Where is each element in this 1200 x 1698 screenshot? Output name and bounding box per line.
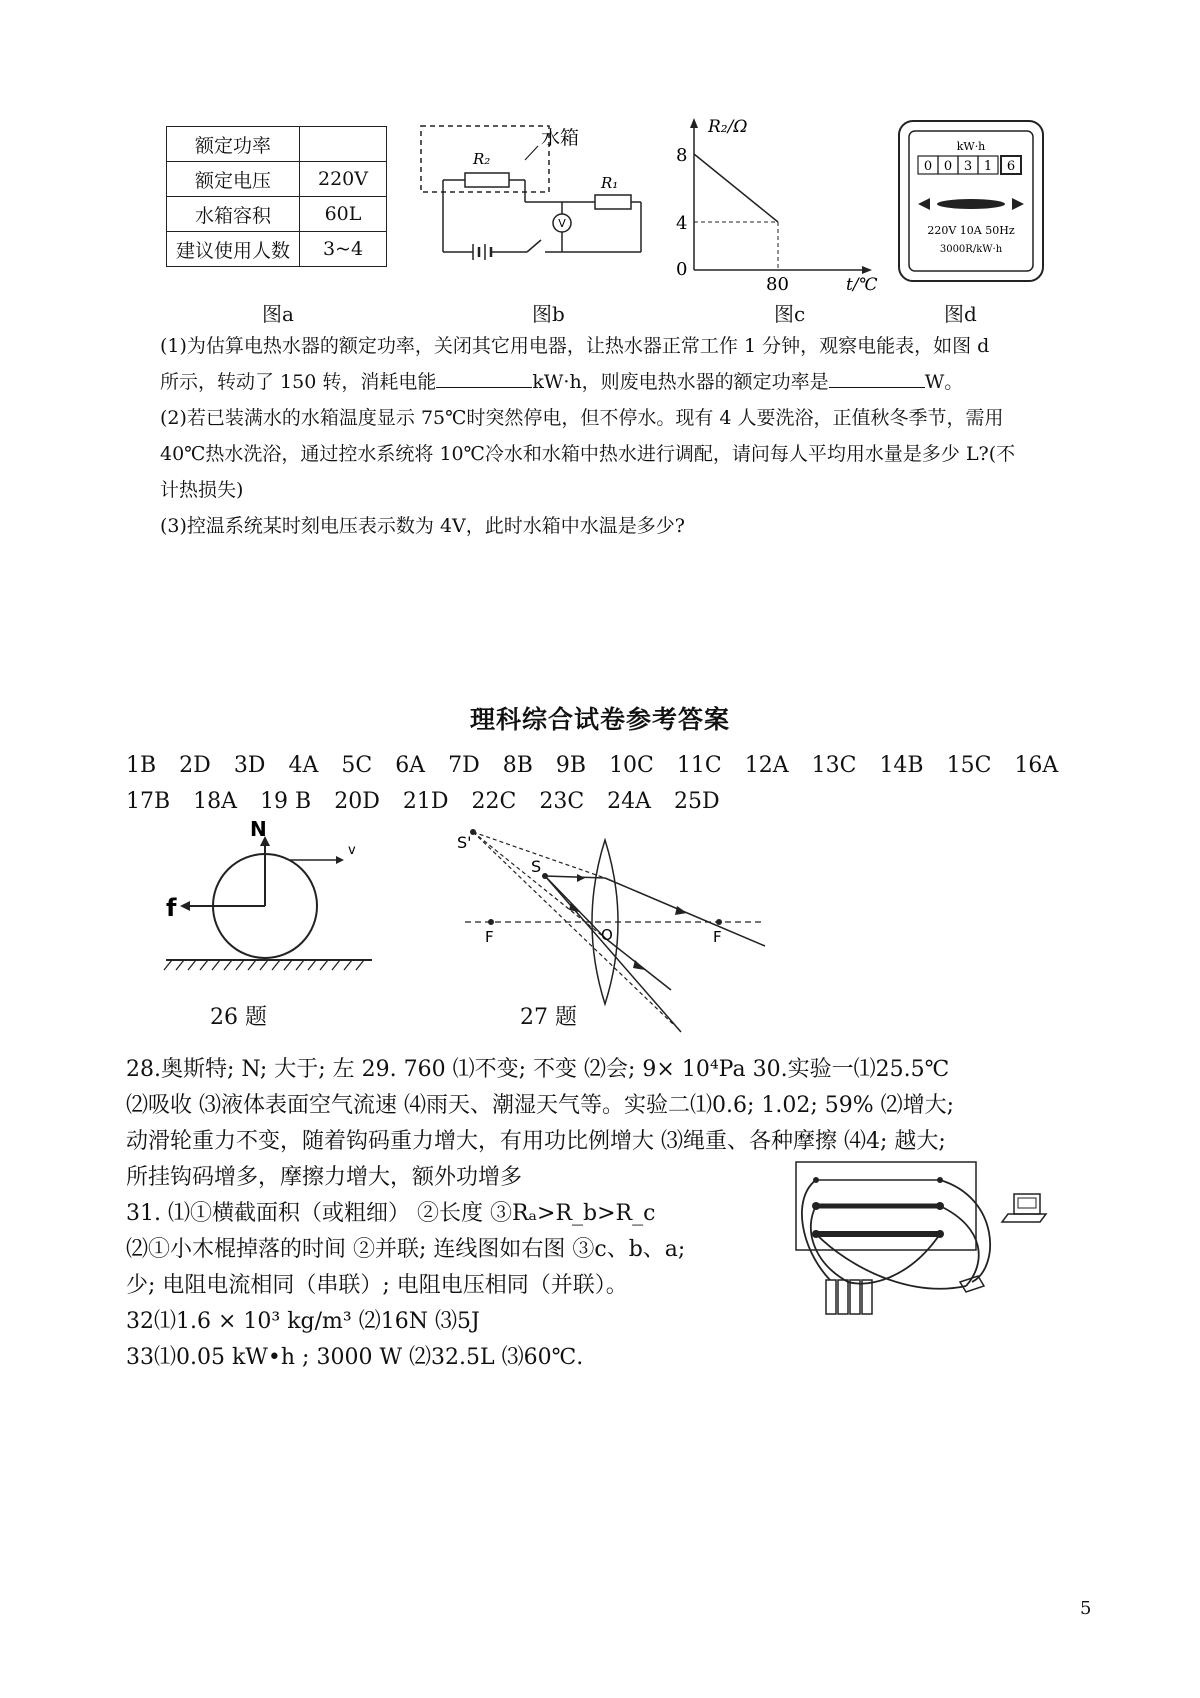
choice-answer: 21D xyxy=(402,789,449,814)
answer-line-4: 所挂钩码增多，摩擦力增大，额外功增多 xyxy=(126,1165,523,1190)
answer-blank xyxy=(829,367,925,388)
friction-label: f xyxy=(166,894,177,922)
choice-answer: 1B xyxy=(126,753,157,778)
table-key: 水箱容积 xyxy=(167,197,300,232)
choice-answer: 2D xyxy=(179,753,211,778)
figure-c-caption: 图c xyxy=(774,302,806,326)
battery-cell xyxy=(862,1280,872,1314)
choice-answer: 16A xyxy=(1014,753,1059,778)
q1-text-end: W。 xyxy=(924,371,964,393)
choice-answer: 18A xyxy=(193,789,238,814)
switch xyxy=(960,1276,984,1292)
choice-answer: 5C xyxy=(341,753,373,778)
battery-cell xyxy=(850,1280,860,1314)
choice-answer: 7D xyxy=(448,753,480,778)
battery-cell xyxy=(826,1280,836,1314)
table-row xyxy=(167,162,387,197)
choice-answer: 20D xyxy=(334,789,380,814)
velocity-label: v xyxy=(348,843,356,858)
choice-answer: 9B xyxy=(555,753,587,778)
question-2-line-2: 40℃热水洗浴，通过控水系统将 10℃冷水和水箱中热水进行调配，请问每人平均用水量是多少 L?(不 xyxy=(160,443,1016,465)
y-tick-0: 0 xyxy=(676,259,688,280)
question-2-line-1: (2)若已装满水的水箱温度显示 75℃时突然停电，但不停水。现有 4 人要洗浴，正值秋冬季节，需用 xyxy=(160,407,1004,429)
choice-answer: 11C xyxy=(676,753,722,778)
table-row xyxy=(167,127,387,162)
answer-line-2: ⑵吸收 ⑶液体表面空气流速 ⑷雨天、潮湿天气等。实验二⑴0.6; 1.02; 59% ⑵增大; xyxy=(126,1093,955,1118)
r1-resistor xyxy=(595,195,631,209)
choice-answer: 24A xyxy=(607,789,652,814)
choice-answer: 10C xyxy=(609,753,654,778)
figure-a-caption: 图a xyxy=(262,302,294,326)
y-tick-8: 8 xyxy=(676,145,688,166)
choice-answer: 25D xyxy=(674,789,720,814)
y-axis-label: R₂/Ω xyxy=(708,117,748,137)
meter-unit: kW·h xyxy=(956,140,986,153)
virtual-source-label: S' xyxy=(457,833,472,852)
answer-line-5: 31. ⑴①横截面积（或粗细） ②长度 ③Rₐ>R_b>R_c xyxy=(126,1201,656,1226)
focus-right-label: F xyxy=(713,928,722,946)
choice-answer: 23C xyxy=(539,789,585,814)
meter-rate: 3000R/kW·h xyxy=(939,244,1003,255)
choice-answer: 3D xyxy=(233,753,266,778)
figure-b-caption: 图b xyxy=(532,302,565,326)
q1-text-mid: kW·h，则废电热水器的额定功率是 xyxy=(532,371,829,393)
choice-answer: 13C xyxy=(811,753,857,778)
table-value: 3~4 xyxy=(300,232,387,267)
focus-left xyxy=(488,919,494,925)
answer-line-8: 32⑴1.6 × 10³ kg/m³ ⑵16N ⑶5J xyxy=(126,1309,480,1334)
choice-answer: 19 B xyxy=(260,789,312,814)
question-1-line-2 xyxy=(160,364,1100,400)
choice-answer: 12A xyxy=(744,753,789,778)
question-3: (3)控温系统某时刻电压表示数为 4V，此时水箱中水温是多少? xyxy=(160,515,685,537)
table-value: 60L xyxy=(300,197,387,232)
wiring-diagram xyxy=(790,1158,1060,1318)
answer-title: 理科综合试卷参考答案 xyxy=(469,705,730,734)
figure-c-graph xyxy=(668,112,878,295)
r2-resistor xyxy=(465,173,509,187)
figure-d-meter xyxy=(896,118,1046,284)
normal-label: N xyxy=(250,817,267,841)
tank-label: 水箱 xyxy=(541,127,580,149)
choice-answer: 14B xyxy=(879,753,924,778)
r2-line xyxy=(694,154,778,222)
answer-line-3: 动滑轮重力不变，随着钩码重力增大，有用功比例增大 ⑶绳重、各种摩擦 ⑷4; 越大; xyxy=(126,1129,946,1154)
question-2-line-3: 计热损失) xyxy=(160,479,244,501)
battery-cell xyxy=(838,1280,848,1314)
x-axis-label: t/℃ xyxy=(846,275,878,295)
answer-line-9: 33⑴0.05 kW•h ; 3000 W ⑵32.5L ⑶60℃. xyxy=(126,1345,584,1370)
figure-27-label: 27 题 xyxy=(520,1005,577,1030)
meter-digit: 1 xyxy=(983,159,993,174)
page-number: 5 xyxy=(1080,1598,1092,1619)
question-1-line-1: (1)为估算电热水器的额定功率，关闭其它用电器，让热水器正常工作 1 分钟，观察电能表，如图 d xyxy=(160,335,990,357)
table-value: 220V xyxy=(300,162,387,197)
choice-answer: 6A xyxy=(395,753,426,778)
choice-answer: 17B xyxy=(126,789,171,814)
choice-answer: 22C xyxy=(471,789,517,814)
r2-label: R₂ xyxy=(473,150,491,168)
table-key: 额定功率 xyxy=(167,127,300,162)
meter-digit: 6 xyxy=(1006,159,1016,174)
source-label: S xyxy=(531,857,542,876)
choices-row-2 xyxy=(126,784,743,820)
x-tick-80: 80 xyxy=(766,274,789,295)
meter-digit: 0 xyxy=(943,159,953,174)
figure-27 xyxy=(455,818,785,1038)
choice-answer: 8B xyxy=(502,753,533,778)
choices-row-1 xyxy=(126,748,1081,784)
q1-text-pre: 所示，转动了 150 转，消耗电能 xyxy=(160,371,437,393)
table-key: 额定电压 xyxy=(167,162,300,197)
r1-label: R₁ xyxy=(601,174,619,192)
meter-digit: 0 xyxy=(923,159,933,174)
table-row xyxy=(167,197,387,232)
figure-d-caption: 图d xyxy=(944,302,977,326)
table-row xyxy=(167,232,387,267)
choice-answer: 4A xyxy=(288,753,319,778)
meter-spec: 220V 10A 50Hz xyxy=(927,224,1015,237)
answer-line-6: ⑵①小木棍掉落的时间 ②并联; 连线图如右图 ③c、b、a; xyxy=(126,1237,686,1262)
y-tick-4: 4 xyxy=(676,213,688,234)
answer-line-7: 少; 电阻电流相同（串联）; 电阻电压相同（并联）。 xyxy=(126,1273,628,1298)
optical-center-label: O xyxy=(601,926,613,944)
figure-26-label: 26 题 xyxy=(210,1005,267,1030)
voltmeter-label: V xyxy=(558,217,566,230)
answer-blank xyxy=(436,367,532,388)
focus-right xyxy=(716,919,722,925)
answer-line-1: 28.奥斯特; N; 大于; 左 29. 760 ⑴不变; 不变 ⑵会; 9× 10⁴Pa 30.实验一⑴25.5℃ xyxy=(126,1057,950,1082)
figure-b-circuit xyxy=(415,122,655,282)
spec-table xyxy=(166,126,387,267)
choice-answer: 15C xyxy=(946,753,992,778)
meter-disc xyxy=(937,199,1005,209)
figure-26 xyxy=(160,817,380,980)
table-key: 建议使用人数 xyxy=(167,232,300,267)
focus-left-label: F xyxy=(485,928,494,946)
meter-digit: 3 xyxy=(963,159,973,174)
table-value xyxy=(300,127,387,162)
